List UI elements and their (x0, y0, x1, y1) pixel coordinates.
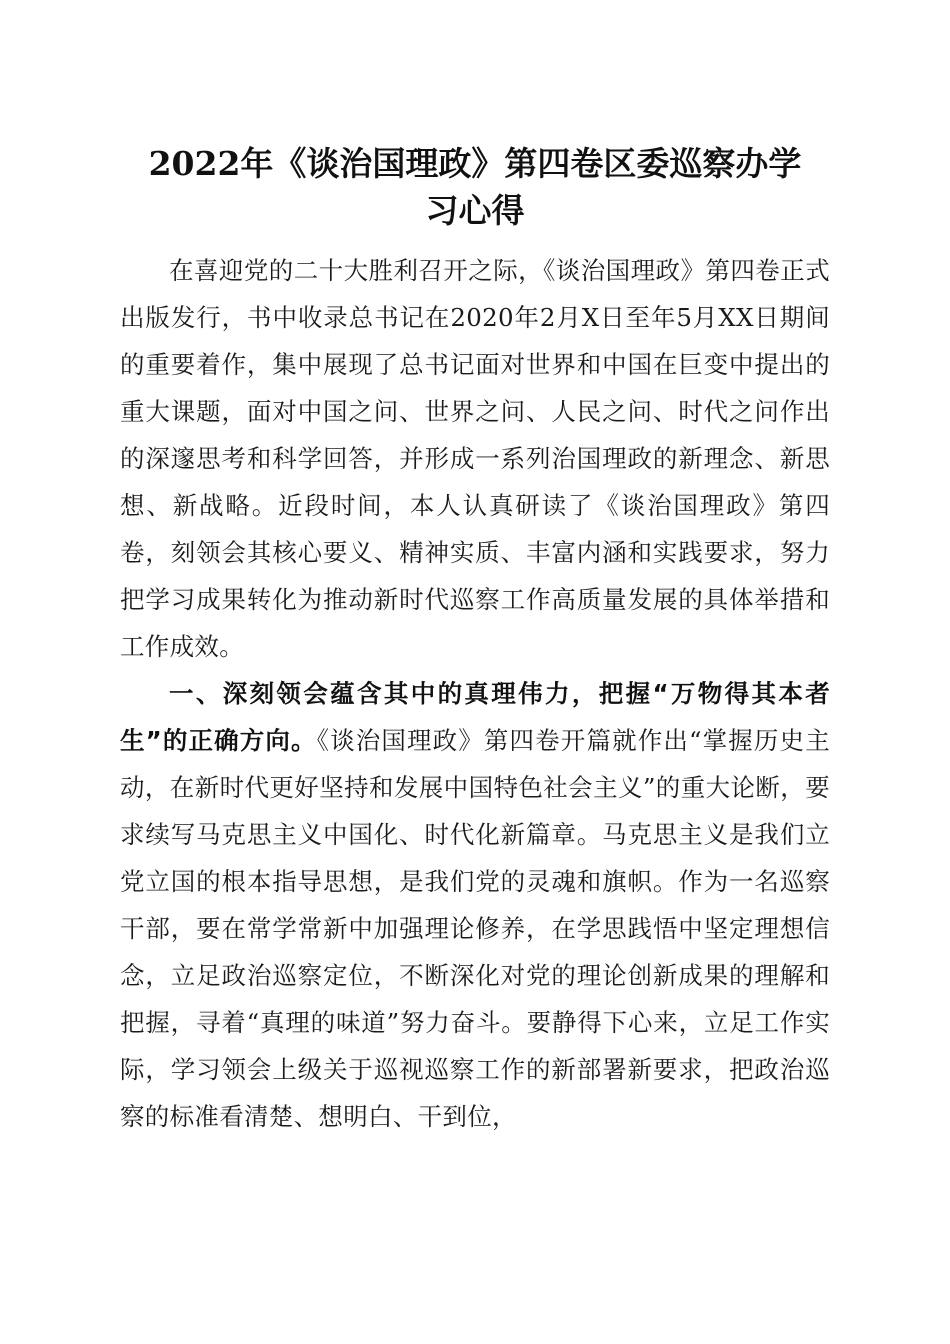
title-line-1: 2022年《谈治国理政》第四卷区委巡察办学 (148, 144, 802, 183)
section-1-text: 《谈治国理政》第四卷开篇就作出“掌握历史主动，在新时代更好坚持和发展中国特色社会主义”的重大论断，要求续写马克思主义中国化、时代化新篇章。马克思主义是我们立党立国的根本指导思想，是我们党的灵魂和旗帜。作为一名巡察干部，要在常学常新中加强理论修养，在学思践悟中坚定理想信念，立足政治巡察定位，不断深化对党的理论创新成果的理解和把握，寻着“真理的味道”努力奋斗。要静得下心来，立足工作实际，学习领会上级关于巡视巡察工作的新部署新要求，把政治巡察的标准看清楚、想明白、干到位， (120, 726, 830, 1131)
document-body (120, 247, 830, 1140)
document-title (110, 140, 840, 234)
section-1-heading: 一、深刻领会蕴含其中的真理伟力，把握“万物得其本者生”的正确方向。 (120, 679, 830, 755)
title-line-2: 习心得 (425, 191, 525, 230)
intro-paragraph: 在喜迎党的二十大胜利召开之际，《谈治国理政》第四卷正式出版发行，书中收录总书记在2020年2月X日至年5月XX日期间的重要着作，集中展现了总书记面对世界和中国在巨变中提出的重大课题，面对中国之问、世界之问、人民之问、时代之问作出的深邃思考和科学回答，并形成一系列治国理政的新理念、新思想、新战略。近段时间，本人认真研读了《谈治国理政》第四卷，刻领会其核心要义、精神实质、丰富内涵和实践要求，努力把学习成果转化为推动新时代巡察工作高质量发展的具体举措和工作成效。 (120, 256, 830, 661)
section-1-paragraph (120, 670, 830, 1140)
